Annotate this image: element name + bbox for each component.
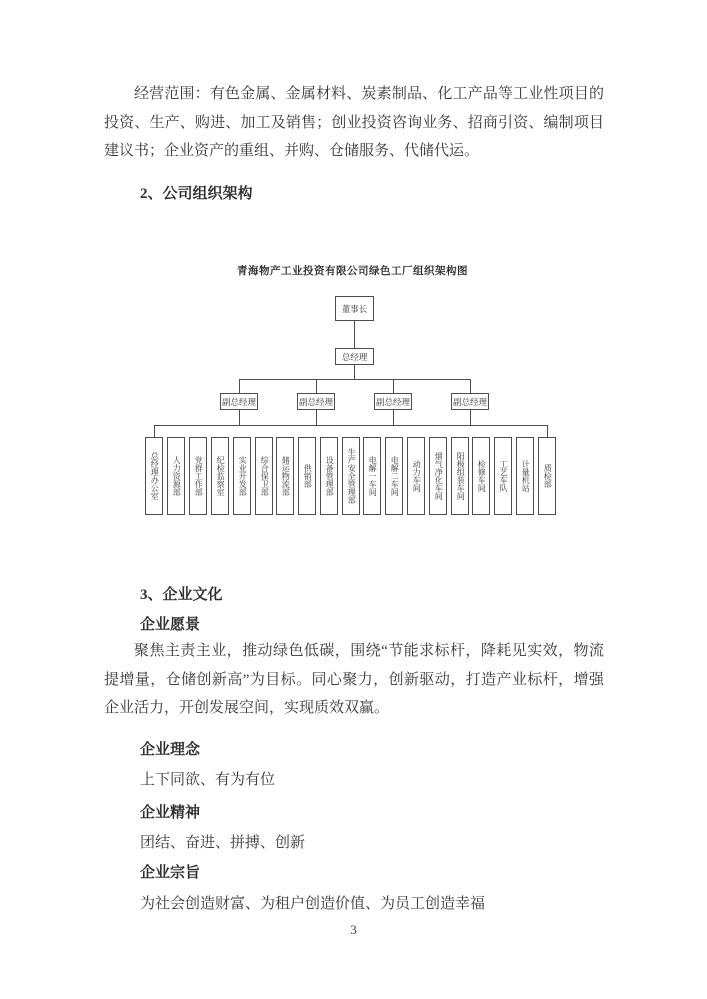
org-dept-label: 党群工作部 [194, 456, 204, 496]
connector-line [316, 410, 317, 425]
org-chart [145, 263, 560, 519]
org-dept-label: 供销部 [303, 464, 313, 488]
org-box-label: 副总经理 [298, 396, 333, 407]
org-dept-label: 生产安全管理部 [347, 448, 357, 504]
org-dept-label: 动力车间 [412, 460, 422, 492]
org-dept-label: 检修车间 [477, 460, 487, 492]
org-dept-label: 计量机站 [521, 460, 531, 492]
org-box-chairman [335, 296, 374, 321]
subheading-philosophy: 企业理念 [140, 742, 201, 758]
org-dept-box [233, 437, 251, 515]
spirit-text: 团结、奋进、拼搏、创新 [140, 835, 306, 851]
connector-line [354, 365, 355, 379]
page-number: 3 [350, 922, 357, 937]
connector-line [470, 379, 471, 393]
connector-line [470, 410, 471, 425]
vision-paragraph: 聚焦主责主业，推动绿色低碳，围绕“节能求标杆，降耗见实效，物流提增量，仓储创新高”为目标。同心聚力，创新驱动，打造产业标杆，增强企业活力，开创发展空间，实现质效双赢。 [104, 643, 604, 716]
org-dept-label: 储运物流部 [281, 456, 291, 496]
org-dept-box [538, 437, 556, 515]
org-box-deputy-gm-2 [297, 393, 335, 410]
org-dept-box [451, 437, 469, 515]
org-box-deputy-gm-4 [451, 393, 489, 410]
org-dept-box [211, 437, 229, 515]
connector-line [154, 425, 548, 426]
org-dept-box [276, 437, 294, 515]
tenet-text: 为社会创造财富、为租户创造价值、为员工创造幸福 [140, 896, 486, 912]
org-chart-title: 青海物产工业投资有限公司绿色工厂组织架构图 [237, 266, 468, 277]
connector-line [393, 379, 394, 393]
org-dept-label: 电解一车间 [368, 456, 378, 496]
connector-line [316, 379, 317, 393]
org-dept-box [255, 437, 273, 515]
subheading-spirit: 企业精神 [140, 805, 201, 821]
section-heading-org-structure: 2、公司组织架构 [140, 186, 253, 202]
org-dept-box [363, 437, 381, 515]
org-box-deputy-gm-1 [220, 393, 258, 410]
connector-line [239, 379, 471, 380]
section-heading-corporate-culture: 3、企业文化 [140, 587, 223, 603]
org-dept-box [494, 437, 512, 515]
connector-line [154, 425, 155, 437]
org-dept-label: 实业开发部 [238, 456, 248, 496]
philosophy-text: 上下同欲、有为有位 [140, 772, 276, 788]
org-dept-box [342, 437, 360, 515]
org-dept-label: 质检部 [543, 464, 553, 488]
org-dept-box [472, 437, 490, 515]
org-dept-label: 总经理办公室 [150, 452, 160, 500]
org-dept-box [516, 437, 534, 515]
connector-line [354, 321, 355, 348]
org-box-label: 副总经理 [375, 396, 410, 407]
org-dept-label: 设备管理部 [325, 456, 335, 496]
org-box-label: 副总经理 [452, 396, 487, 407]
business-scope-paragraph: 经营范围：有色金属、金属材料、炭素制品、化工产品等工业性项目的投资、生产、购进、加工及销售；创业投资咨询业务、招商引资、编制项目建议书；企业资产的重组、并购、仓储服务、代储代运。 [104, 86, 604, 159]
org-dept-box [407, 437, 425, 515]
connector-line [239, 410, 240, 425]
org-dept-box [385, 437, 403, 515]
connector-line [547, 425, 548, 437]
org-box-label: 总经理 [341, 351, 368, 362]
org-dept-label: 阳极组装车间 [456, 452, 466, 500]
org-dept-box [298, 437, 316, 515]
org-dept-label: 工艺车队 [499, 460, 509, 492]
org-dept-box [167, 437, 185, 515]
org-dept-label: 烟气净化车间 [434, 452, 444, 500]
org-dept-label: 人力资源部 [172, 456, 182, 496]
connector-line [393, 410, 394, 425]
org-box-label: 副总经理 [221, 396, 256, 407]
org-dept-label: 电解二车间 [390, 456, 400, 496]
org-dept-box [145, 437, 163, 515]
org-dept-label: 综合保卫部 [260, 456, 270, 496]
org-box-general-manager [335, 348, 374, 365]
org-dept-box [320, 437, 338, 515]
org-box-deputy-gm-3 [374, 393, 412, 410]
subheading-vision: 企业愿景 [140, 617, 201, 633]
org-dept-box [429, 437, 447, 515]
org-dept-label: 纪检监察室 [216, 456, 226, 496]
subheading-tenet: 企业宗旨 [140, 865, 201, 881]
connector-line [239, 379, 240, 393]
org-box-label: 董事长 [341, 303, 368, 314]
org-dept-box [189, 437, 207, 515]
